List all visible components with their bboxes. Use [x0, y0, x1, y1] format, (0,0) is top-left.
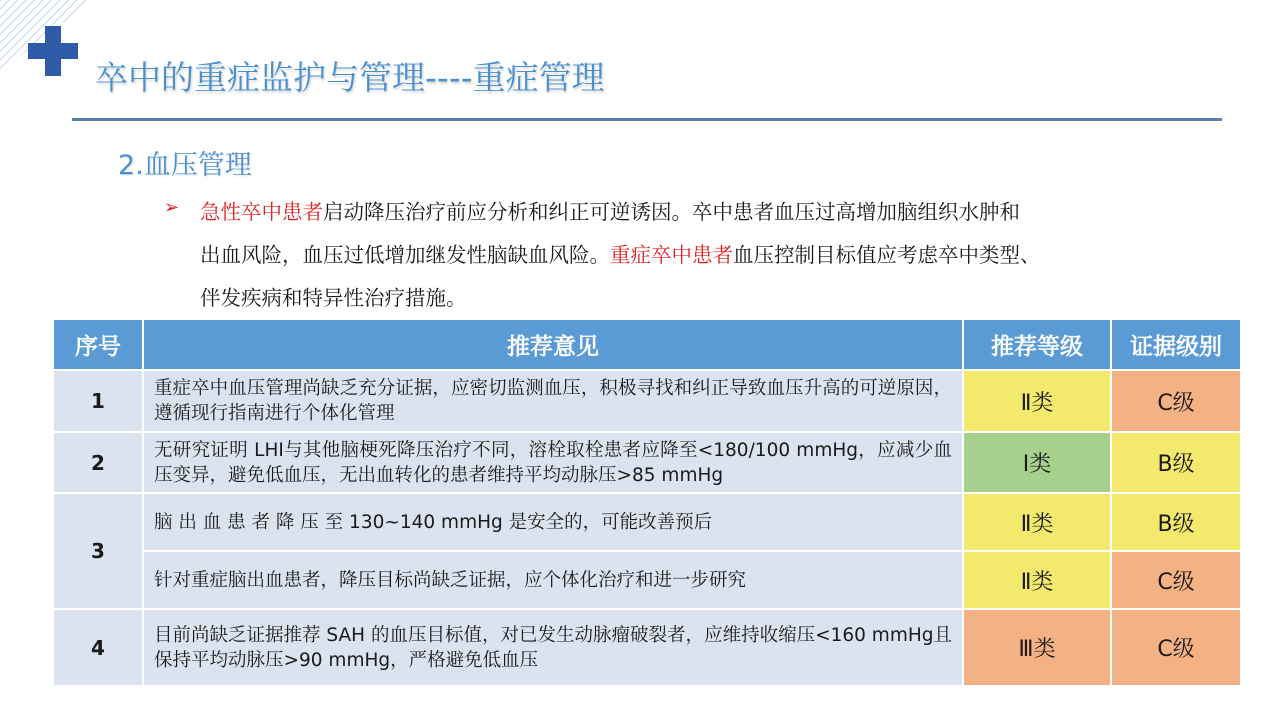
- table-row: [54, 610, 1240, 685]
- red-arrow-bullet-icon: ➢: [164, 197, 180, 218]
- row-grade: Ⅲ类: [964, 610, 1110, 685]
- paragraph-text-2: 出血风险，血压过低增加继发性脑缺血风险。: [200, 243, 610, 267]
- slide-title: 卒中的重症监护与管理----重症管理: [95, 58, 605, 97]
- row-recommendation: 重症卒中血压管理尚缺乏充分证据，应密切监测血压，积极寻找和纠正导致血压升高的可逆原因，遵循现行指南进行个体化管理: [144, 371, 962, 431]
- row-index: 3: [54, 494, 142, 608]
- row-evidence-level: B级: [1112, 494, 1240, 550]
- row-index: 1: [54, 371, 142, 431]
- row-evidence-level: C级: [1112, 610, 1240, 685]
- table-header-row: [54, 320, 1240, 369]
- table-row: [54, 494, 1240, 550]
- table-row: [54, 371, 1240, 431]
- paragraph-line-3: [200, 277, 1185, 320]
- header-index: 序号: [54, 320, 142, 369]
- row-recommendation: 脑 出 血 患 者 降 压 至 130~140 mmHg 是安全的，可能改善预后: [144, 494, 962, 550]
- header-grade: 推荐等级: [964, 320, 1110, 369]
- paragraph-text-1: 启动降压治疗前应分析和纠正可逆诱因。卒中患者血压过高增加脑组织水肿和: [323, 200, 1020, 224]
- header-recommendation: 推荐意见: [144, 320, 962, 369]
- row-recommendation: 针对重症脑出血患者，降压目标尚缺乏证据，应个体化治疗和进一步研究: [144, 552, 962, 608]
- paragraph-line-1: [200, 191, 1185, 234]
- table-row: [54, 552, 1240, 608]
- row-grade: Ⅱ类: [964, 371, 1110, 431]
- row-index: 2: [54, 433, 142, 492]
- highlight-severe-stroke: 重症卒中患者: [610, 243, 733, 267]
- row-index: 4: [54, 610, 142, 685]
- row-evidence-level: C级: [1112, 371, 1240, 431]
- row-recommendation: 无研究证明 LHI与其他脑梗死降压治疗不同，溶栓取栓患者应降至<180/100 mmHg，应减少血压变异，避免低血压，无出血转化的患者维持平均动脉压>85 mmHg: [144, 433, 962, 492]
- recommendation-table: [52, 318, 1242, 687]
- row-grade: Ⅱ类: [964, 494, 1110, 550]
- title-divider: [72, 118, 1222, 121]
- paragraph-line-2: [200, 234, 1185, 277]
- row-evidence-level: B级: [1112, 433, 1240, 492]
- paragraph-text-4: 伴发疾病和特异性治疗措施。: [200, 286, 467, 310]
- row-grade: Ⅱ类: [964, 552, 1110, 608]
- paragraph-text-3: 血压控制目标值应考虑卒中类型、: [733, 243, 1041, 267]
- header-evidence-level: 证据级别: [1112, 320, 1240, 369]
- row-grade: Ⅰ类: [964, 433, 1110, 492]
- row-evidence-level: C级: [1112, 552, 1240, 608]
- bullet-paragraph: [200, 191, 1185, 320]
- section-heading: 2.血压管理: [118, 150, 252, 181]
- highlight-acute-stroke: 急性卒中患者: [200, 200, 323, 224]
- table-row: [54, 433, 1240, 492]
- row-recommendation: 目前尚缺乏证据推荐 SAH 的血压目标值，对已发生动脉瘤破裂者，应维持收缩压<160 mmHg且保持平均动脉压>90 mmHg，严格避免低血压: [144, 610, 962, 685]
